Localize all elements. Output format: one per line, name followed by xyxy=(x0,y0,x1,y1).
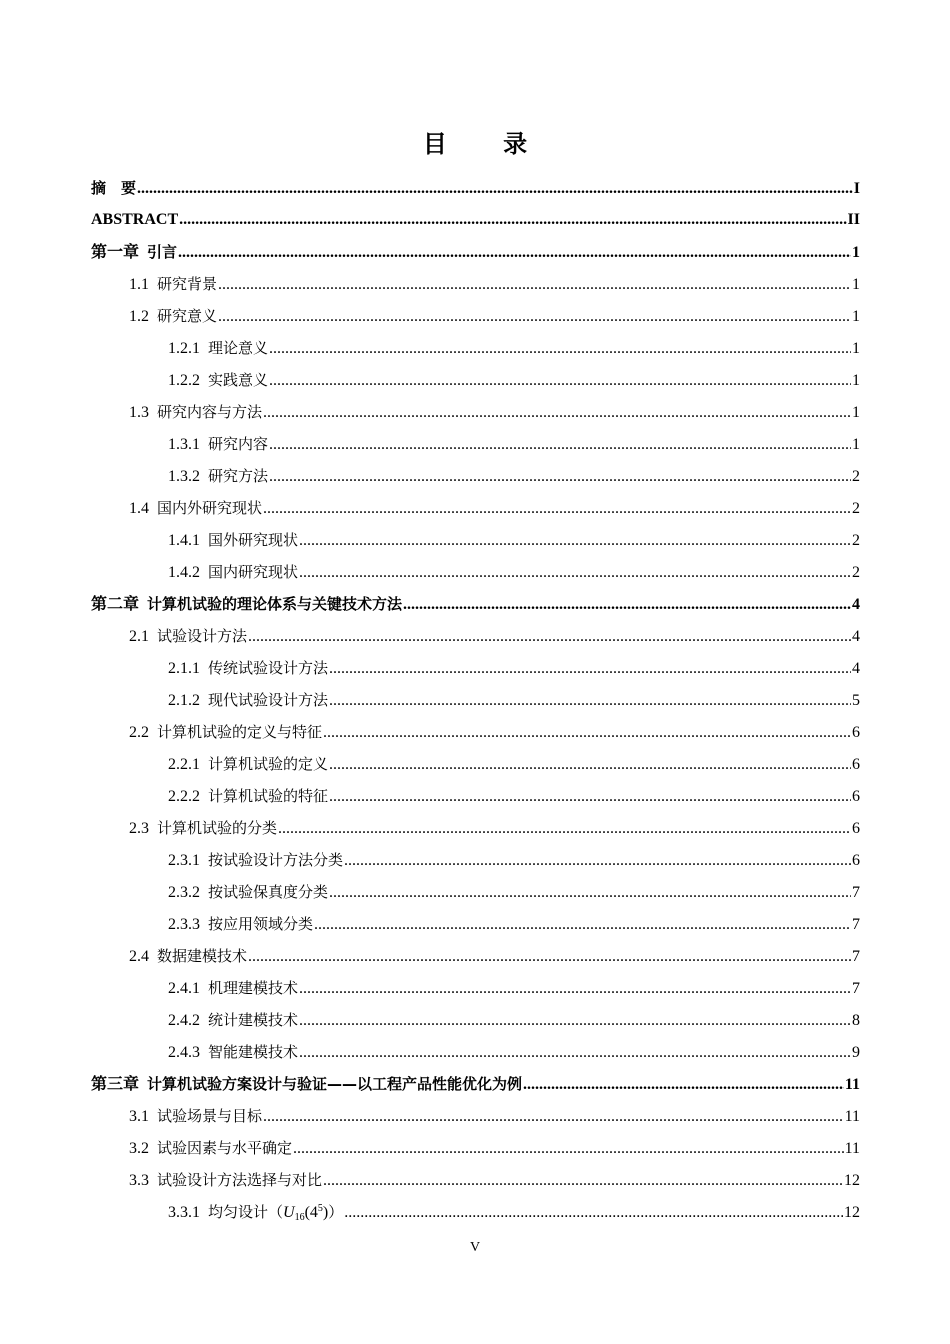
dot-leader xyxy=(248,621,851,653)
toc-entry-number: 2.4.2 xyxy=(168,1012,200,1029)
toc-entry-page: 7 xyxy=(852,980,860,997)
toc-entry[interactable] xyxy=(91,588,860,620)
toc-entry-label xyxy=(168,460,268,493)
toc-entry[interactable] xyxy=(91,716,860,748)
toc-entry[interactable] xyxy=(91,748,860,780)
toc-entry-page: 1 xyxy=(852,372,860,389)
dot-leader xyxy=(263,397,851,429)
toc-entry-text: 智能建模技术 xyxy=(208,1043,299,1061)
toc-entry-number: 2.1 xyxy=(129,628,149,645)
toc-entry-label xyxy=(168,684,328,717)
dot-leader xyxy=(329,877,851,909)
toc-entry[interactable] xyxy=(91,396,860,428)
toc-entry-text: ABSTRACT xyxy=(91,211,179,228)
dot-leader xyxy=(299,973,851,1005)
toc-entry-label xyxy=(168,652,328,685)
dot-leader xyxy=(329,685,851,717)
dot-leader xyxy=(263,493,851,525)
table-of-contents xyxy=(91,172,860,1228)
toc-entry-text: 现代试验设计方法 xyxy=(208,691,329,709)
toc-entry-number: 1.3 xyxy=(129,404,149,421)
toc-entry-text: 国内研究现状 xyxy=(208,563,299,581)
toc-entry-number: 1.2.2 xyxy=(168,372,200,389)
toc-entry[interactable] xyxy=(91,332,860,364)
toc-entry-text: 传统试验设计方法 xyxy=(208,659,329,677)
dot-leader xyxy=(299,1005,851,1037)
toc-entry[interactable] xyxy=(91,268,860,300)
toc-entry[interactable] xyxy=(91,1100,860,1132)
toc-entry-page: 1 xyxy=(852,404,860,421)
dot-leader xyxy=(344,845,851,877)
toc-entry-page: 6 xyxy=(852,820,860,837)
dot-leader xyxy=(344,1197,843,1229)
toc-entry-number: 2.2.2 xyxy=(168,788,200,805)
toc-entry[interactable] xyxy=(91,1068,860,1100)
toc-entry-text: 理论意义 xyxy=(208,339,269,357)
toc-entry-number: 2.1.2 xyxy=(168,692,200,709)
toc-entry[interactable] xyxy=(91,204,860,236)
toc-entry-label xyxy=(168,748,328,781)
toc-entry-label xyxy=(168,524,298,557)
toc-entry-number: 2.2 xyxy=(129,724,149,741)
toc-entry-text: 研究背景 xyxy=(157,275,218,293)
toc-entry[interactable] xyxy=(91,1164,860,1196)
toc-entry-page: 6 xyxy=(852,724,860,741)
toc-entry-text: 研究方法 xyxy=(208,467,269,485)
toc-entry-text: 数据建模技术 xyxy=(157,947,248,965)
toc-entry-page: 1 xyxy=(852,244,860,261)
toc-entry-label xyxy=(168,332,268,365)
dot-leader xyxy=(299,1037,851,1069)
toc-entry-label xyxy=(168,1004,298,1037)
toc-entry-number: 1.3.2 xyxy=(168,468,200,485)
toc-entry-page: 12 xyxy=(844,1204,860,1221)
toc-entry-page: 7 xyxy=(852,884,860,901)
toc-entry-page: 6 xyxy=(852,788,860,805)
toc-entry-text: 摘 要 xyxy=(91,179,137,197)
toc-entry-number: 第一章 xyxy=(91,244,140,261)
toc-entry-label xyxy=(129,1164,322,1197)
toc-entry-page: 4 xyxy=(852,660,860,677)
dot-leader xyxy=(269,333,851,365)
toc-entry-text: 按试验保真度分类 xyxy=(208,883,329,901)
toc-entry-label xyxy=(91,1068,522,1101)
toc-entry-page: 6 xyxy=(852,756,860,773)
formula-superscript: 5 xyxy=(317,1203,323,1214)
toc-entry-number: 2.3.1 xyxy=(168,852,200,869)
toc-entry[interactable] xyxy=(91,524,860,556)
toc-entry[interactable] xyxy=(91,940,860,972)
toc-entry-page: 7 xyxy=(852,948,860,965)
toc-entry-label xyxy=(91,172,136,205)
toc-entry-text: 计算机试验的分类 xyxy=(157,819,278,837)
toc-entry-text: 计算机试验的定义与特征 xyxy=(157,723,323,741)
dot-leader xyxy=(403,589,851,621)
toc-entry-text: 机理建模技术 xyxy=(208,979,299,997)
toc-entry-text: 按试验设计方法分类 xyxy=(208,851,344,869)
toc-entry-page: 9 xyxy=(852,1044,860,1061)
toc-entry[interactable] xyxy=(91,172,860,204)
dot-leader xyxy=(269,429,851,461)
toc-entry[interactable] xyxy=(91,492,860,524)
dot-leader xyxy=(299,525,851,557)
dot-leader xyxy=(329,781,851,813)
toc-entry-text: 试验场景与目标 xyxy=(157,1107,263,1125)
toc-entry-label xyxy=(168,908,313,941)
toc-entry-page: 11 xyxy=(844,1140,860,1157)
dot-leader xyxy=(269,461,851,493)
toc-entry-number: 2.3 xyxy=(129,820,149,837)
toc-entry-number: 第三章 xyxy=(91,1076,140,1093)
dot-leader xyxy=(329,749,851,781)
toc-entry-number: 3.2 xyxy=(129,1140,149,1157)
toc-entry-number: 1.2 xyxy=(129,308,149,325)
toc-entry-page: 2 xyxy=(852,564,860,581)
toc-entry-number: 3.3.1 xyxy=(168,1204,200,1221)
toc-entry-text: 研究内容与方法 xyxy=(157,403,263,421)
toc-entry-text: 引言 xyxy=(147,243,178,261)
dot-leader xyxy=(218,301,851,333)
toc-entry-number: 1.4.2 xyxy=(168,564,200,581)
toc-entry-page: 7 xyxy=(852,916,860,933)
toc-entry-number: 3.3 xyxy=(129,1172,149,1189)
dot-leader xyxy=(248,941,851,973)
toc-entry-page: 4 xyxy=(852,628,860,645)
toc-entry[interactable] xyxy=(91,460,860,492)
toc-entry-label xyxy=(129,1100,262,1133)
toc-entry-text: 国内外研究现状 xyxy=(157,499,263,517)
toc-entry-label xyxy=(168,972,298,1005)
toc-entry-number: 1.2.1 xyxy=(168,340,200,357)
toc-entry-label xyxy=(129,716,322,749)
toc-entry-number: 2.4.3 xyxy=(168,1044,200,1061)
toc-entry-page: II xyxy=(847,211,860,228)
toc-entry-label xyxy=(129,620,247,653)
toc-entry[interactable] xyxy=(91,236,860,268)
toc-entry-text: 试验设计方法 xyxy=(157,627,248,645)
toc-entry[interactable] xyxy=(91,1132,860,1164)
toc-entry-label xyxy=(129,940,247,973)
toc-entry-label xyxy=(129,492,262,525)
toc-entry[interactable] xyxy=(91,1196,860,1228)
toc-entry[interactable] xyxy=(91,428,860,460)
toc-entry-number: 1.3.1 xyxy=(168,436,200,453)
toc-entry-label xyxy=(168,876,328,909)
toc-entry-number: 2.1.1 xyxy=(168,660,200,677)
dot-leader xyxy=(314,909,851,941)
toc-entry-page: 1 xyxy=(852,340,860,357)
toc-entry-page: 4 xyxy=(852,596,860,613)
toc-entry-text: 计算机试验的定义 xyxy=(208,755,329,773)
dot-leader xyxy=(329,653,851,685)
toc-entry[interactable] xyxy=(91,364,860,396)
toc-entry-text: 国外研究现状 xyxy=(208,531,299,549)
toc-entry-text-end: ） xyxy=(328,1203,344,1221)
formula-variable: U xyxy=(283,1204,295,1221)
toc-entry-text: 研究内容 xyxy=(208,435,269,453)
dot-leader xyxy=(299,557,851,589)
toc-entry-page: 1 xyxy=(852,308,860,325)
dot-leader xyxy=(218,269,851,301)
toc-entry-label xyxy=(168,364,268,397)
toc-entry-label xyxy=(168,428,268,461)
toc-entry-page: 5 xyxy=(852,692,860,709)
dot-leader xyxy=(278,813,851,845)
dot-leader xyxy=(178,237,851,269)
toc-entry-label xyxy=(168,1196,343,1229)
toc-entry-text: 按应用领域分类 xyxy=(208,915,314,933)
toc-entry-number: 2.4 xyxy=(129,948,149,965)
page-number-footer: V xyxy=(469,1240,481,1255)
toc-entry-page: I xyxy=(853,180,860,197)
toc-entry-label xyxy=(129,1132,292,1165)
toc-entry-text: 计算机试验的特征 xyxy=(208,787,329,805)
toc-entry-label xyxy=(168,1036,298,1069)
formula-subscript: 16 xyxy=(294,1212,305,1223)
toc-entry-number: 1.4.1 xyxy=(168,532,200,549)
toc-entry-page: 2 xyxy=(852,532,860,549)
toc-entry-label xyxy=(168,556,298,589)
toc-entry-text: 试验设计方法选择与对比 xyxy=(157,1171,323,1189)
toc-entry-number: 2.3.2 xyxy=(168,884,200,901)
dot-leader xyxy=(293,1133,844,1165)
toc-entry-page: 11 xyxy=(844,1076,860,1093)
toc-entry-number: 2.2.1 xyxy=(168,756,200,773)
toc-entry[interactable] xyxy=(91,1036,860,1068)
dot-leader xyxy=(523,1069,844,1101)
toc-entry-text: 计算机试验的理论体系与关键技术方法 xyxy=(147,595,403,613)
toc-entry[interactable] xyxy=(91,844,860,876)
formula-base: (4 xyxy=(304,1204,318,1221)
toc-entry-number: 1.1 xyxy=(129,276,149,293)
dot-leader xyxy=(323,1165,843,1197)
toc-entry-label xyxy=(91,204,178,236)
toc-entry-page: 6 xyxy=(852,852,860,869)
toc-entry[interactable] xyxy=(91,1004,860,1036)
toc-entry-label xyxy=(168,844,343,877)
dot-leader xyxy=(269,365,851,397)
toc-entry[interactable] xyxy=(91,812,860,844)
toc-entry-number: 第二章 xyxy=(91,596,140,613)
toc-entry[interactable] xyxy=(91,972,860,1004)
dot-leader xyxy=(323,717,851,749)
toc-entry-text: 实践意义 xyxy=(208,371,269,389)
toc-entry-label xyxy=(168,780,328,813)
toc-entry-page: 11 xyxy=(844,1108,860,1125)
toc-entry-text: 计算机试验方案设计与验证——以工程产品性能优化为例 xyxy=(147,1075,523,1093)
dot-leader xyxy=(263,1101,844,1133)
toc-entry-text: 均匀设计（ xyxy=(208,1203,284,1221)
toc-entry-page: 2 xyxy=(852,468,860,485)
toc-entry-text: 统计建模技术 xyxy=(208,1011,299,1029)
toc-entry-page: 8 xyxy=(852,1012,860,1029)
toc-entry-page: 2 xyxy=(852,500,860,517)
toc-entry-label xyxy=(129,812,277,845)
toc-entry-number: 2.3.3 xyxy=(168,916,200,933)
toc-entry[interactable] xyxy=(91,556,860,588)
toc-entry-number: 1.4 xyxy=(129,500,149,517)
toc-entry[interactable] xyxy=(91,876,860,908)
toc-entry[interactable] xyxy=(91,620,860,652)
toc-entry-page: 1 xyxy=(852,276,860,293)
toc-entry-label xyxy=(129,268,217,301)
toc-entry-label xyxy=(129,300,217,333)
toc-entry[interactable] xyxy=(91,780,860,812)
formula-close: ) xyxy=(322,1204,329,1221)
page-title: 目 录 xyxy=(422,130,552,158)
toc-entry[interactable] xyxy=(91,908,860,940)
toc-entry-text: 研究意义 xyxy=(157,307,218,325)
toc-entry[interactable] xyxy=(91,300,860,332)
toc-entry-label xyxy=(91,236,177,269)
toc-entry[interactable] xyxy=(91,652,860,684)
toc-entry[interactable] xyxy=(91,684,860,716)
toc-entry-page: 1 xyxy=(852,436,860,453)
toc-entry-text: 试验因素与水平确定 xyxy=(157,1139,293,1157)
toc-entry-label xyxy=(91,588,402,621)
toc-entry-label xyxy=(129,396,262,429)
formula xyxy=(283,1204,328,1221)
dot-leader xyxy=(137,173,853,205)
toc-entry-number: 3.1 xyxy=(129,1108,149,1125)
dot-leader xyxy=(179,204,846,236)
toc-entry-number: 2.4.1 xyxy=(168,980,200,997)
toc-entry-page: 12 xyxy=(844,1172,860,1189)
